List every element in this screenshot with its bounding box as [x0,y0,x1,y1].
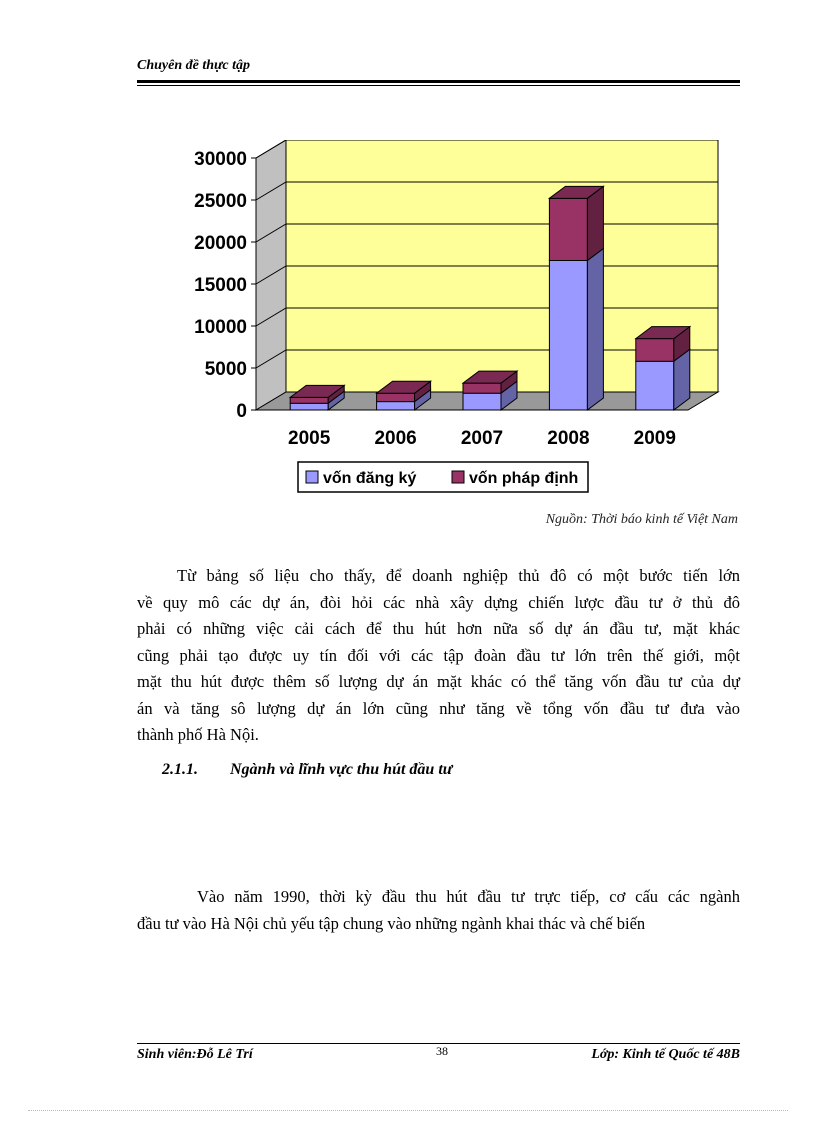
header-rule-thin [137,85,740,86]
chart-x-ticks [288,428,676,449]
paragraph-line: thành phố Hà Nội. [137,725,259,744]
legend-swatch [306,471,318,483]
paragraph-line: về quy mô các dự án, đòi hỏi các nhà xây dựng chiến lược đầu tư ở thủ đô [137,592,740,612]
bar-legal-2008 [549,198,587,260]
x-tick-label: 2007 [460,428,504,449]
bar-registered-2006 [377,402,415,410]
legend-swatch [452,471,464,483]
bar-registered-2008 [549,260,587,410]
paragraph-line: phải có những việc cải cách để thu hút hơn nữa số dự án đầu tư, mặt khác [137,619,740,638]
paragraph-line: án và tăng sô lượng dự án lớn cũng như tăng về tổng vốn đầu tư đưa vào [137,698,740,718]
bar-legal-2007 [463,383,501,393]
paragraph-line: Từ bảng số liệu cho thấy, để doanh nghiệp thủ đô có một bước tiến lớn [177,566,740,585]
y-tick-label: 5000 [204,359,247,380]
x-tick-label: 2008 [547,428,590,449]
footer-student: Sinh viên:Đỗ Lê Trí [137,1047,253,1062]
x-tick-label: 2009 [633,428,676,449]
paragraph-1990 [137,884,740,937]
footer-class: Lớp: Kinh tế Quốc tế 48B [591,1047,740,1062]
y-tick-label: 15000 [194,275,247,296]
bar-side [587,186,603,260]
bar-side [587,248,603,410]
chart-source: Nguồn: Thời báo kinh tế Việt Nam [545,512,738,527]
y-tick-label: 0 [236,401,247,422]
section-heading [162,761,452,779]
chart-y-ticks [194,149,256,422]
paragraph-line: đầu tư vào Hà Nội chủ yếu tập chung vào những ngành khai thác và chế biến [137,913,646,933]
y-tick-label: 25000 [194,191,247,212]
x-tick-label: 2005 [288,428,331,449]
y-tick-label: 10000 [194,317,247,338]
capital-chart [170,140,730,500]
legend-label: vốn đăng ký [323,470,417,487]
paragraph-line: mặt thu hút được thêm số lượng dự án mặt khác có thể tăng vốn đầu tư của dự [137,672,740,691]
paragraph-line: cũng phải tạo được uy tín đối với các tập đoàn đầu tư lớn trên thế giới, một [137,645,740,665]
paragraph-analysis [137,563,740,749]
bar-legal-2006 [377,393,415,401]
y-tick-label: 30000 [194,149,247,170]
section-number: 2.1.1. [162,761,198,778]
page-number: 38 [436,1044,448,1058]
bar-registered-2009 [636,361,674,410]
legend-label: vốn pháp định [469,470,579,487]
bar-registered-2007 [463,393,501,410]
header-rule-thick [137,80,740,83]
header-title: Chuyên đề thực tập [137,58,251,73]
page-bottom-border [28,1110,788,1111]
section-title: Ngành và lĩnh vực thu hút đầu tư [230,761,453,778]
y-tick-label: 20000 [194,233,247,254]
bar-legal-2009 [636,339,674,362]
chart-legend [298,462,588,492]
paragraph-line: Vào năm 1990, thời kỳ đầu thu hút đầu tư trực tiếp, cơ cấu các ngành [197,887,740,906]
bar-legal-2005 [290,397,328,403]
bar-registered-2005 [290,403,328,410]
x-tick-label: 2006 [374,428,417,449]
